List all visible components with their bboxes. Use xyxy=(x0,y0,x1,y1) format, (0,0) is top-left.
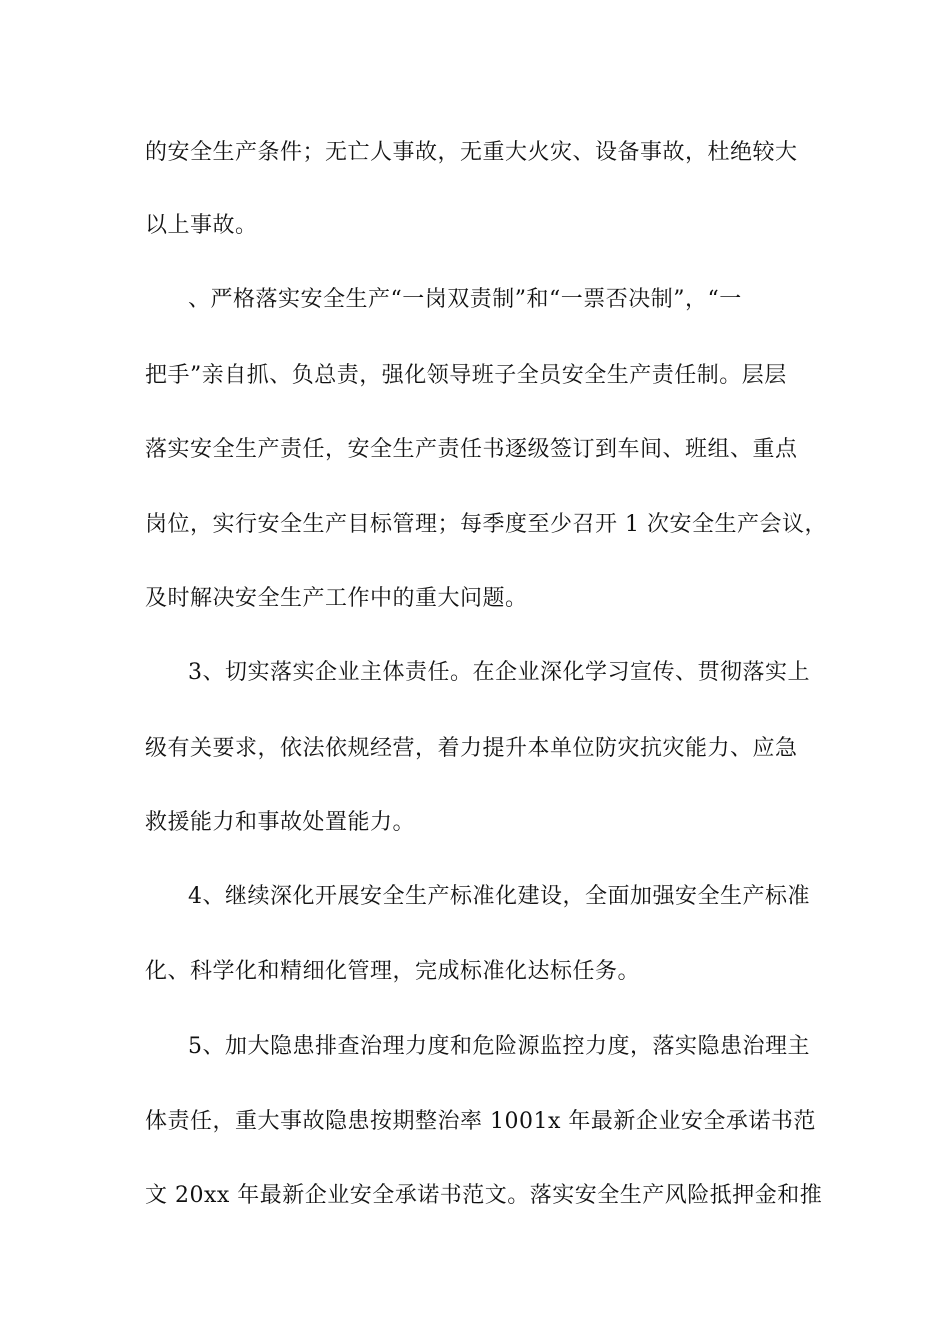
text-line: 岗位，实行安全生产目标管理；每季度至少召开 1 次安全生产会议， xyxy=(145,512,827,537)
text-line: 5、加大隐患排查治理力度和危险源监控力度，落实隐患治理主 xyxy=(188,1034,810,1059)
text-line: 把手”亲自抓、负总责，强化领导班子全员安全生产责任制。层层 xyxy=(145,363,787,388)
text-line: 体责任，重大事故隐患按期整治率 1001x 年最新企业安全承诺书范 xyxy=(145,1109,816,1134)
text-line: 文 20xx 年最新企业安全承诺书范文。落实安全生产风险抵押金和推 xyxy=(145,1183,823,1208)
text-line: 3、切实落实企业主体责任。在企业深化学习宣传、贯彻落实上 xyxy=(188,660,810,685)
text-line: 、严格落实安全生产“一岗双责制”和“一票否决制”，“一 xyxy=(188,287,742,312)
text-line: 的安全生产条件；无亡人事故，无重大火灾、设备事故，杜绝较大 xyxy=(145,140,798,165)
text-line: 4、继续深化开展安全生产标准化建设，全面加强安全生产标准 xyxy=(188,884,810,909)
text-line: 级有关要求，依法依规经营，着力提升本单位防灾抗灾能力、应急 xyxy=(145,736,798,761)
text-line: 以上事故。 xyxy=(145,213,258,238)
text-line: 救援能力和事故处置能力。 xyxy=(145,810,416,835)
text-line: 落实安全生产责任，安全生产责任书逐级签订到车间、班组、重点 xyxy=(145,437,798,462)
text-line: 及时解决安全生产工作中的重大问题。 xyxy=(145,586,528,611)
text-line: 化、科学化和精细化管理，完成标准化达标任务。 xyxy=(145,959,641,984)
